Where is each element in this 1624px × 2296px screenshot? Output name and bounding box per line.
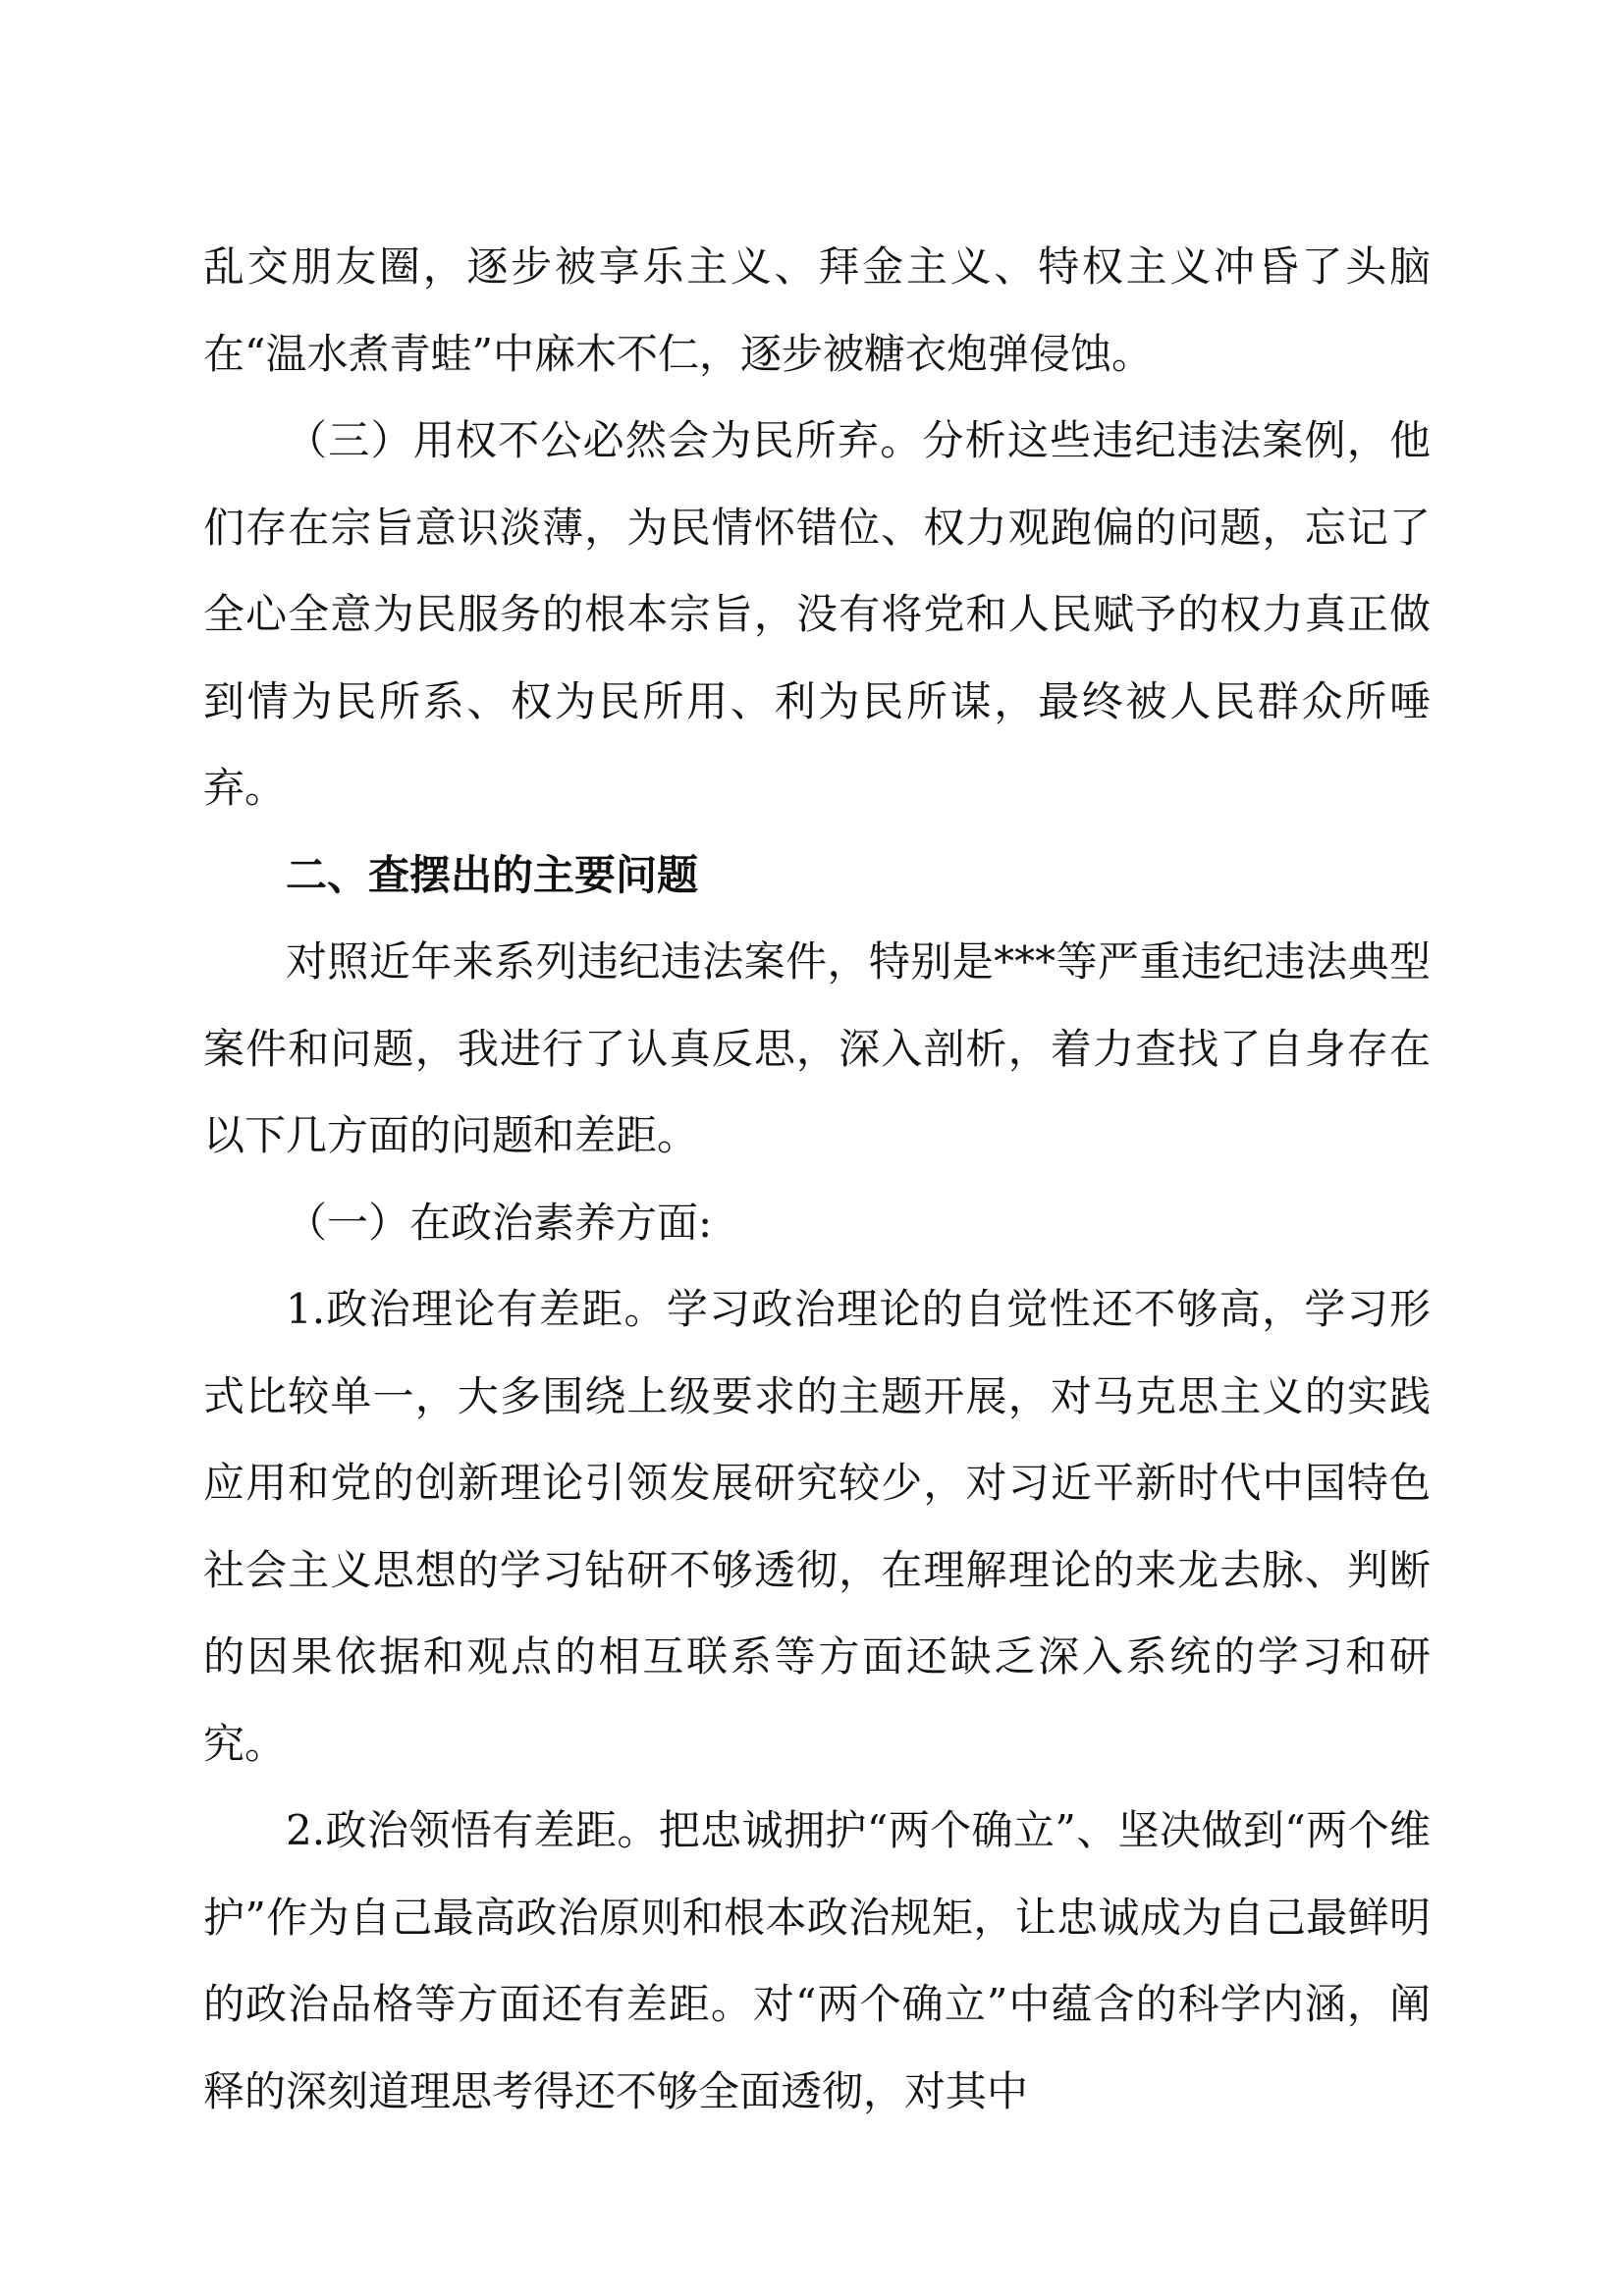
paragraph-section-three: （三）用权不公必然会为民所弃。分析这些违纪违法案例，他们存在宗旨意识淡薄，为民情怀错位、权力观跑偏的问题，忘记了全心全意为民服务的根本宗旨，没有将党和人民赋予的权力真正做到情为民所系、权为民所用、利为民所谋，最终被人民群众所唾弃。 [203, 416, 1431, 812]
paragraph-intro: 对照近年来系列违纪违法案件，特别是***等严重违纪违法典型案件和问题，我进行了认真反思，深入剖析，着力查找了自身存在以下几方面的问题和差距。 [203, 937, 1431, 1159]
document-body [203, 224, 1431, 2135]
section-heading: 二、查摆出的主要问题 [286, 850, 699, 899]
paragraph-item-1: 1.政治理论有差距。学习政治理论的自觉性还不够高，学习形式比较单一，大多围绕上级要求的主题开展，对马克思主义的实践应用和党的创新理论引领发展研究较少，对习近平新时代中国特色社会主义思想的学习钻研不够透彻，在理解理论的来龙去脉、判断的因果依据和观点的相互联系等方面还缺乏深入系统的学习和研究。 [203, 1285, 1431, 1768]
subsection-heading: （一）在政治素养方面: [286, 1198, 713, 1247]
paragraph-continuation: 乱交朋友圈，逐步被享乐主义、拜金主义、特权主义冲昏了头脑在“温水煮青蛙”中麻木不仁，逐步被糖衣炮弹侵蚀。 [203, 242, 1431, 378]
paragraph-item-2: 2.政治领悟有差距。把忠诚拥护“两个确立”、坚决做到“两个维护”作为自己最高政治原则和根本政治规矩，让忠诚成为自己最鲜明的政治品格等方面还有差距。对“两个确立”中蕴含的科学内涵，阐释的深刻道理思考得还不够全面透彻，对其中 [203, 1806, 1431, 2115]
